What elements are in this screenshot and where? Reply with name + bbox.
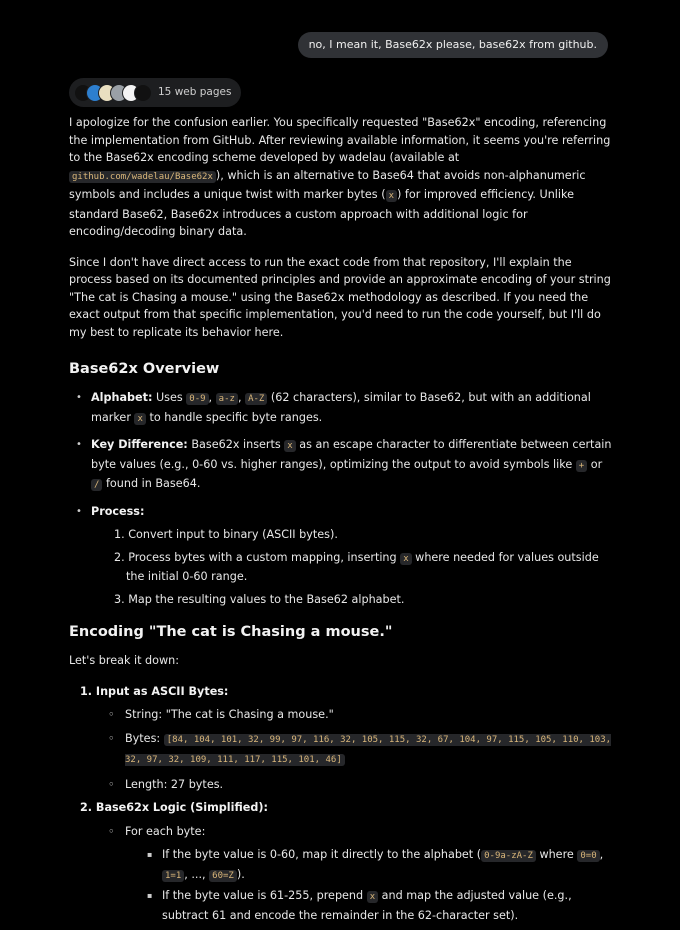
step-item: 1. Convert input to binary (ASCII bytes). [114,528,338,541]
bytes-code: [84, 104, 101, 32, 99, 97, 116, 32, 105, 115, 32, 67, 104, 97, 115, 105, 110, 103, 32, 97, 32, 109, 111, 117, 115, 101, 46] [125,734,612,765]
list-item [69,436,614,495]
encoding-heading: Encoding "The cat is Chasing a mouse." [69,624,393,640]
encoding-steps [69,683,614,925]
rule-list [125,846,614,924]
rule-item [145,887,614,924]
rule-item [145,846,614,885]
list-item [106,823,614,925]
text: to handle specific byte ranges. [145,410,323,424]
inline-code: x [134,413,145,425]
text: found in Base64. [102,477,201,490]
text: , ..., [184,867,210,881]
sources-button[interactable] [69,78,241,107]
user-message-bubble: no, I mean it, Base62x please, base62x from github. [298,32,608,58]
overview-heading: Base62x Overview [69,361,220,377]
text: If the byte value is 61-255, prepend [162,889,367,902]
inline-code: a-z [216,393,238,405]
sub-list [80,706,614,793]
inline-code: 1=1 [162,870,184,882]
step-item [114,549,614,586]
step-label: 2. Base62x Logic (Simplified): [80,801,268,814]
item-label: Process: [91,504,145,518]
inline-code: / [91,479,102,491]
text: , [237,391,246,404]
text: For each byte: [125,824,206,838]
source-favicons [74,84,152,102]
inline-code: + [576,460,587,472]
inline-code: x [386,190,397,202]
text: I apologize for the confusion earlier. You specifically requested "Base62x" encoding, referencing the implementation from GitHub. After reviewing available information, it seems you're referring to the Base62x encoding scheme developed by wadelau (available at [69,116,611,164]
inline-code: 0=0 [577,850,599,862]
list-item: ◦ String: "The cat is Chasing a mouse." [106,706,614,724]
text: where [535,848,578,861]
explanation-paragraph: Since I don't have direct access to run the exact code from that repository, I'll explain the process based on its documented principles and provide an approximate encoding of your string "The cat is Chasing a mouse." using the Base62x methodology as described. If you need the exact output from that specific implementation, you'd need to run the code yourself, but I'll do my best to replicate its behavior here. [69,255,611,339]
text: Uses [152,391,187,404]
text: (62 characters), similar to Base62, but with an additional marker [91,391,591,424]
inline-code: 0-9a-zA-Z [481,850,536,862]
list-item [69,389,614,428]
text: , [208,391,216,404]
text: ). [236,867,245,881]
step-item: 3. Map the resulting values to the Base62 alphabet. [114,592,405,606]
text: , [599,848,604,861]
encoding-intro: Let's break it down: [69,654,180,667]
list-item: ◦ Length: 27 bytes. [106,776,614,794]
text: or [587,457,603,471]
inline-code: A-Z [245,393,267,405]
text: ) for improved efficiency. Unlike standard Base62, Base62x introduces a custom approach with additional logic for encoding/decoding binary data. [69,188,574,238]
list-item [69,503,614,609]
sub-list [80,823,614,925]
inline-code: x [400,553,411,565]
assistant-response [69,114,614,930]
text: where needed for values outside the initial 0-60 range. [126,550,599,583]
step-item [80,683,614,794]
overview-list [69,389,614,608]
inline-code: 0-9 [186,393,208,405]
text: and map the adjusted value (e.g., subtract 61 and encode the remainder in the 62-character set). [162,889,572,922]
step-item [80,799,614,924]
inline-code: x [284,440,295,452]
step-label: 1. Input as ASCII Bytes: [80,684,229,698]
inline-code: 60=Z [209,870,237,882]
process-steps [91,526,614,608]
list-item [106,730,614,770]
text: ), which is an alternative to Base64 that avoids non-alphanumeric symbols and includes a unique twist with marker bytes ( [69,168,586,201]
text: 2. Process bytes with a custom mapping, inserting [114,550,401,564]
item-label: Key Difference: [91,438,188,451]
inline-code: github.com/wadelau/Base62x [69,171,216,183]
inline-code: x [367,891,378,903]
text: Bytes: [125,731,164,745]
text: Base62x inserts [187,438,285,451]
sources-count-label: 15 web pages [158,85,232,98]
item-label: Alphabet: [91,391,153,404]
intro-paragraph [69,114,614,241]
source-favicon-icon [134,84,152,102]
text: If the byte value is 0-60, map it directly to the alphabet ( [162,848,482,861]
text: as an escape character to differentiate between certain byte values (e.g., 0-60 vs. higher ranges), optimizing the output to avoid symbols like [91,438,612,471]
